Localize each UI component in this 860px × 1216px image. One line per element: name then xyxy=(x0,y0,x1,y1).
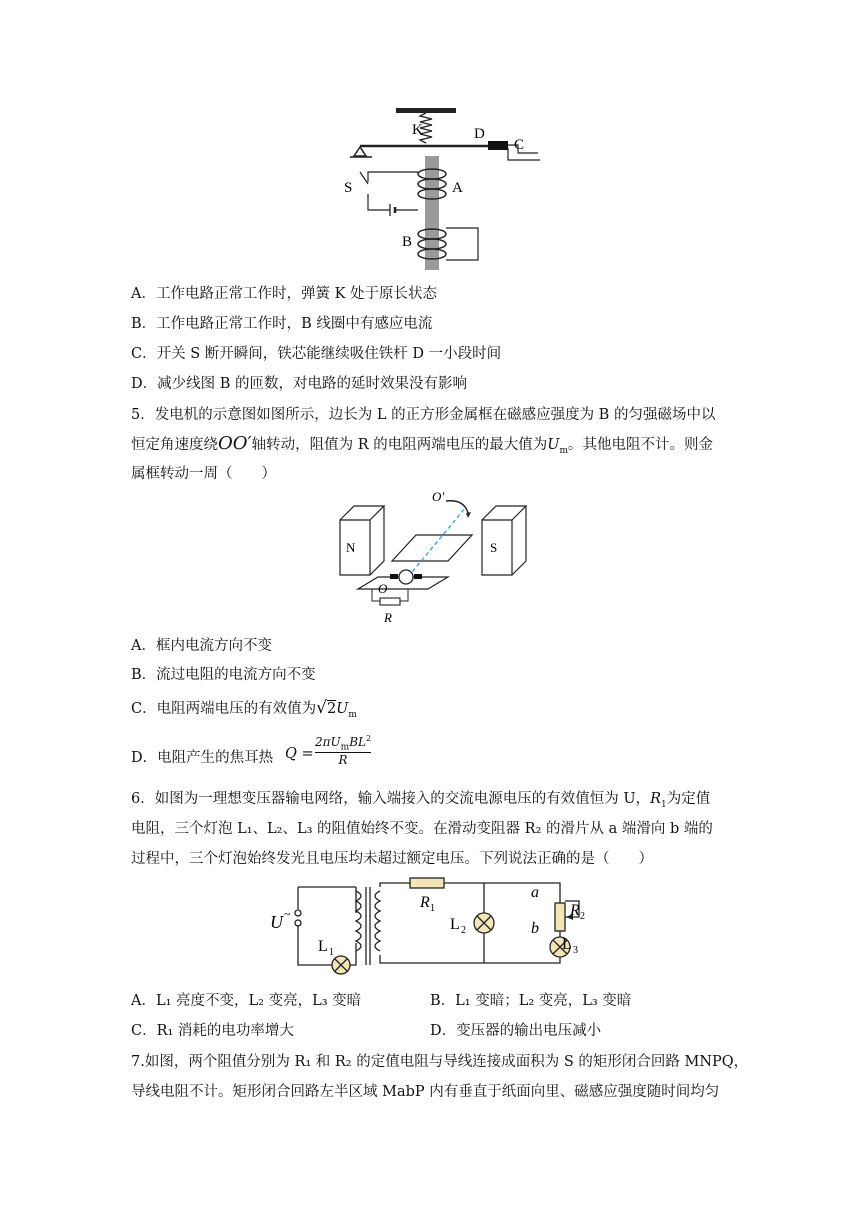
q6-line-2: 电阻，三个灯泡 L₁、L₂、L₃ 的阻值始终不变。在滑动变阻器 R₂ 的滑片从 a 端滑向 b 端的 xyxy=(131,821,713,837)
q6-option-a: A．L₁ 亮度不变，L₂ 变亮，L₃ 变暗 xyxy=(131,993,362,1009)
svg-text:3: 3 xyxy=(573,945,578,956)
q6-line-3: 过程中，三个灯泡始终发光且电压均未超过额定电压。下列说法正确的是（ ） xyxy=(131,851,653,867)
q5-option-a: A．框内电流方向不变 xyxy=(131,638,272,654)
svg-text:~: ~ xyxy=(284,907,291,921)
label-O: O xyxy=(378,581,388,596)
label-S-pole: S xyxy=(490,540,498,555)
label-U: U xyxy=(270,912,283,932)
label-L3: L xyxy=(562,936,572,953)
svg-text:2: 2 xyxy=(580,911,585,922)
q6-line-1: 6．如图为一理想变压器输电网络，输入端接入的交流电源电压的有效值恒为 U，$R_1$为定值 xyxy=(131,791,711,810)
label-B: B xyxy=(402,234,413,250)
label-D: D xyxy=(474,126,485,142)
label-L1: L xyxy=(318,938,328,955)
label-R2: R xyxy=(570,902,580,919)
label-R: R xyxy=(384,610,392,625)
q7-line-2: 导线电阻不计。矩形闭合回路左半区域 MabP 内有垂直于纸面向里、磁感应强度随时间均匀 xyxy=(131,1084,720,1100)
q5-option-c: C．电阻两端电压的有效值为$√2U_m$ xyxy=(131,698,357,720)
label-L2: L xyxy=(450,916,460,933)
svg-text:1: 1 xyxy=(430,903,435,914)
q5-line-1: 5．发电机的示意图如图所示，边长为 L 的正方形金属框在磁感应强度为 B 的匀强磁场中以 xyxy=(131,407,716,423)
q4-option-c: C．开关 S 断开瞬间，铁芯能继续吸住铁杆 D 一小段时间 xyxy=(131,346,502,362)
axis-symbol: OO′ xyxy=(218,433,252,454)
label-N: N xyxy=(346,540,356,555)
label-C: C xyxy=(514,137,525,153)
label-O-prime: O′ xyxy=(432,489,445,504)
q6-option-d: D．变压器的输出电压减小 xyxy=(430,1023,602,1039)
generator-figure xyxy=(328,485,538,627)
q5-option-b: B．流过电阻的电流方向不变 xyxy=(131,667,316,683)
q4-option-b: B．工作电路正常工作时，B 线圈中有感应电流 xyxy=(131,316,433,332)
label-R1: R xyxy=(420,894,430,911)
q7-line-1: 7.如图，两个阻值分别为 R₁ 和 R₂ 的定值电阻与导线连接成面积为 S 的矩形闭合回路 MNPQ， xyxy=(131,1054,749,1070)
q4-option-a: A．工作电路正常工作时，弹簧 K 处于原长状态 xyxy=(131,286,438,302)
q6-option-b: B．L₁ 变暗；L₂ 变亮，L₃ 变暗 xyxy=(430,993,632,1009)
label-a: a xyxy=(531,884,539,901)
relay-figure xyxy=(320,100,550,272)
label-A: A xyxy=(452,180,463,196)
q6-option-c: C．R₁ 消耗的电功率增大 xyxy=(131,1023,294,1039)
q5-line-2: 恒定角速度绕OO′轴转动，阻值为 R 的电阻两端电压的最大值为$U_m$。其他电阻不计。则金 xyxy=(131,433,714,456)
label-K: K xyxy=(412,122,423,138)
joule-heat-fraction: $2\pi U_mBL^2$ R xyxy=(315,734,372,768)
label-b: b xyxy=(531,920,539,937)
q4-option-d: D．减少线图 B 的匝数，对电路的延时效果没有影响 xyxy=(131,376,467,392)
svg-text:2: 2 xyxy=(461,925,466,936)
svg-text:1: 1 xyxy=(329,947,334,958)
transformer-figure xyxy=(268,873,588,978)
q5-line-3: 属框转动一周（ ） xyxy=(131,466,276,482)
label-S: S xyxy=(344,180,353,196)
